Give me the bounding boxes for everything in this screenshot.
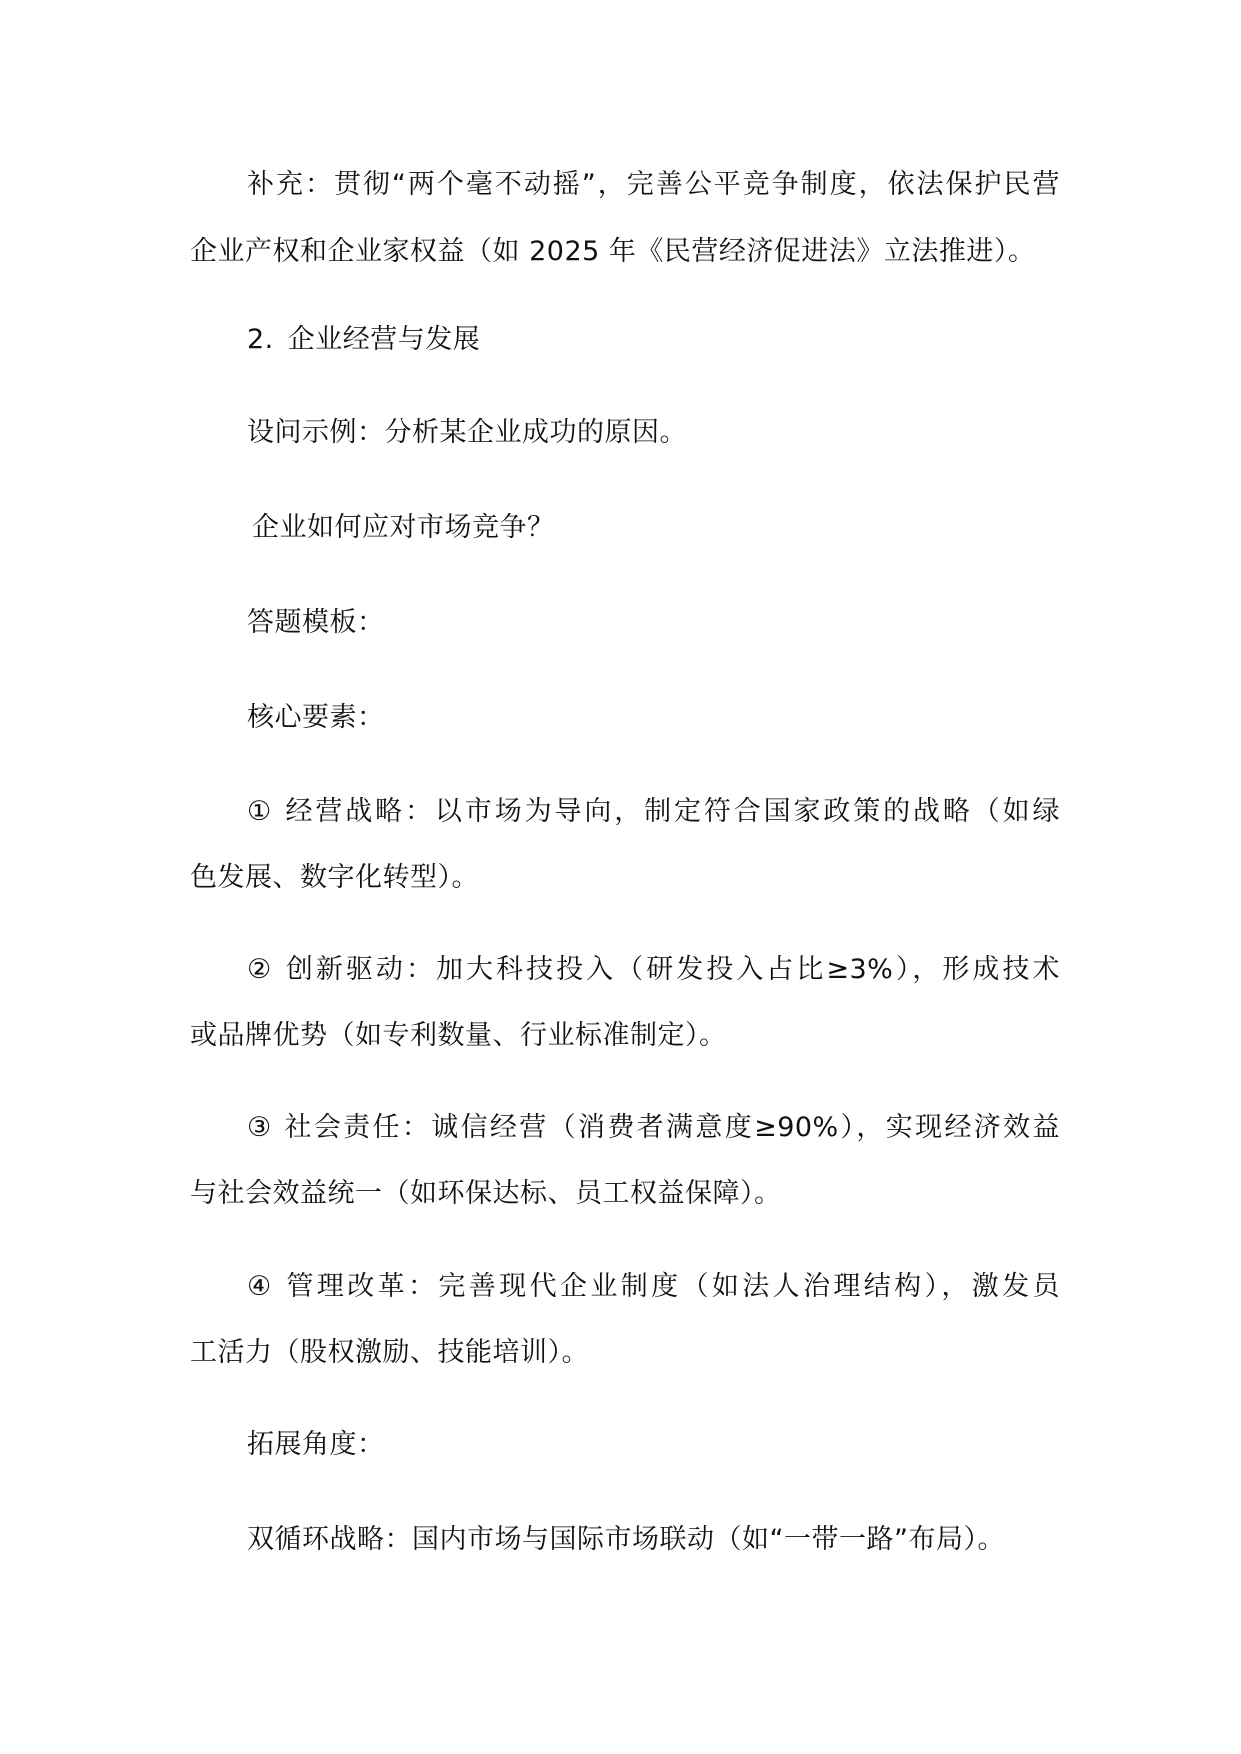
element-3-line-2: 与社会效益统一（如环保达标、员工权益保障）。 bbox=[190, 1178, 782, 1209]
section-heading bbox=[247, 320, 1060, 360]
section-title: 企业经营与发展 bbox=[287, 324, 481, 355]
question-example: 设问示例：分析某企业成功的原因。 bbox=[247, 417, 687, 448]
dual-circulation-line: 双循环战略：国内市场与国际市场联动（如“一带一路”布局）。 bbox=[247, 1524, 1005, 1555]
supplement-line-1: 补充：贯彻“两个毫不动摇”，完善公平竞争制度，依法保护民营 bbox=[247, 169, 1060, 200]
element-1-line-2: 色发展、数字化转型）。 bbox=[190, 862, 479, 893]
core-elements-heading: 核心要素： bbox=[247, 702, 385, 733]
question-second: 企业如何应对市场竞争？ bbox=[252, 512, 555, 543]
element-3-line-1: ③ 社会责任：诚信经营（消费者满意度≥90%），实现经济效益 bbox=[247, 1112, 1060, 1143]
section-number: 2. bbox=[247, 324, 274, 355]
element-2-line-2: 或品牌优势（如专利数量、行业标准制定）。 bbox=[190, 1020, 727, 1051]
element-4-line-1: ④ 管理改革：完善现代企业制度（如法人治理结构），激发员 bbox=[247, 1271, 1060, 1302]
answer-template-heading: 答题模板： bbox=[247, 607, 385, 638]
element-1-line-1: ① 经营战略：以市场为导向，制定符合国家政策的战略（如绿 bbox=[247, 796, 1060, 827]
element-4-line-2: 工活力（股权激励、技能培训）。 bbox=[190, 1337, 589, 1368]
extension-heading: 拓展角度： bbox=[247, 1429, 385, 1460]
supplement-line-2: 企业产权和企业家权益（如 2025 年《民营经济促进法》立法推进）。 bbox=[190, 236, 1036, 267]
element-2-line-1: ② 创新驱动：加大科技投入（研发投入占比≥3%），形成技术 bbox=[247, 954, 1060, 985]
